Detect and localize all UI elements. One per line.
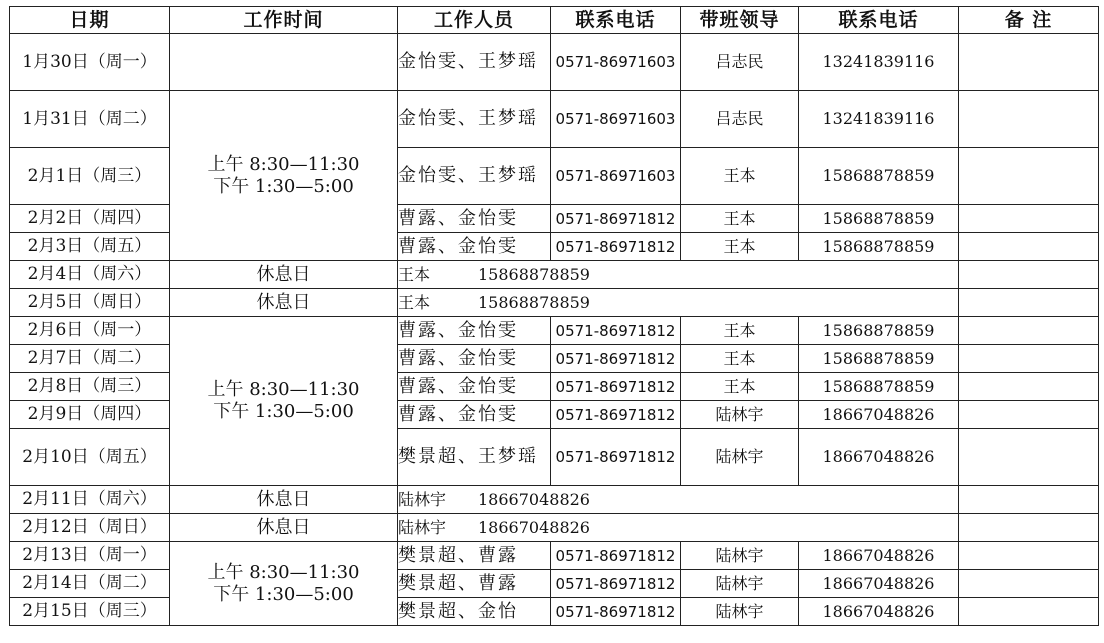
staff-cell: 曹露、金怡雯 xyxy=(398,317,551,345)
work-time-cell xyxy=(170,317,398,486)
work-time-am: 上午 8:30—11:30 xyxy=(207,153,360,175)
leader-phone-cell: 15868878859 xyxy=(799,205,959,233)
rest-day-label: 休息日 xyxy=(170,261,398,289)
remark-cell xyxy=(959,429,1099,486)
rest-day-label: 休息日 xyxy=(170,514,398,542)
rest-contact-name: 王本 xyxy=(398,264,431,284)
leader-phone-cell: 15868878859 xyxy=(799,233,959,261)
table-row xyxy=(10,261,1099,289)
staff-cell: 樊景超、王梦瑶 xyxy=(398,429,551,486)
leader-cell: 陆林宇 xyxy=(681,570,799,598)
rest-day-label: 休息日 xyxy=(170,289,398,317)
leader-cell: 陆林宇 xyxy=(681,598,799,626)
table-row xyxy=(10,289,1099,317)
remark-cell xyxy=(959,373,1099,401)
work-time-cell xyxy=(170,91,398,261)
remark-cell xyxy=(959,233,1099,261)
rest-contact-cell xyxy=(398,289,959,317)
work-time-am: 上午 8:30—11:30 xyxy=(207,561,360,583)
work-time-cell xyxy=(170,542,398,626)
leader-phone-cell: 18667048826 xyxy=(799,401,959,429)
table-row xyxy=(10,486,1099,514)
leader-cell: 王本 xyxy=(681,205,799,233)
remark-cell xyxy=(959,34,1099,91)
leader-phone-cell: 15868878859 xyxy=(799,373,959,401)
leader-cell: 陆林宇 xyxy=(681,401,799,429)
date-cell: 2月3日（周五） xyxy=(10,233,170,261)
staff-cell: 曹露、金怡雯 xyxy=(398,401,551,429)
rest-day-label: 休息日 xyxy=(170,486,398,514)
rest-contact-phone: 15868878859 xyxy=(478,264,590,284)
phone-cell: 0571-86971812 xyxy=(551,542,681,570)
work-time-am: 上午 8:30—11:30 xyxy=(207,379,360,401)
date-cell: 2月10日（周五） xyxy=(10,429,170,486)
date-cell: 2月5日（周日） xyxy=(10,289,170,317)
date-cell: 2月15日（周三） xyxy=(10,598,170,626)
phone-cell: 0571-86971812 xyxy=(551,373,681,401)
header-remark: 备 注 xyxy=(959,7,1099,34)
staff-cell: 曹露、金怡雯 xyxy=(398,205,551,233)
leader-phone-cell: 13241839116 xyxy=(799,91,959,148)
header-staff: 工作人员 xyxy=(398,7,551,34)
leader-phone-cell: 18667048826 xyxy=(799,598,959,626)
date-cell: 2月14日（周二） xyxy=(10,570,170,598)
remark-cell xyxy=(959,570,1099,598)
leader-cell: 王本 xyxy=(681,317,799,345)
phone-cell: 0571-86971812 xyxy=(551,317,681,345)
header-row xyxy=(10,7,1099,34)
date-cell: 2月6日（周一） xyxy=(10,317,170,345)
remark-cell xyxy=(959,91,1099,148)
phone-cell: 0571-86971812 xyxy=(551,345,681,373)
rest-contact-cell xyxy=(398,261,959,289)
leader-phone-cell: 15868878859 xyxy=(799,345,959,373)
leader-cell: 王本 xyxy=(681,345,799,373)
remark-cell xyxy=(959,261,1099,289)
leader-cell: 陆林宇 xyxy=(681,542,799,570)
date-cell: 1月31日（周二） xyxy=(10,91,170,148)
remark-cell xyxy=(959,345,1099,373)
header-work-time: 工作时间 xyxy=(170,7,398,34)
leader-phone-cell: 15868878859 xyxy=(799,317,959,345)
remark-cell xyxy=(959,514,1099,542)
staff-cell: 樊景超、金怡 xyxy=(398,598,551,626)
date-cell: 2月7日（周二） xyxy=(10,345,170,373)
rest-contact-cell xyxy=(398,486,959,514)
staff-cell: 曹露、金怡雯 xyxy=(398,345,551,373)
staff-cell: 金怡雯、王梦瑶 xyxy=(398,148,551,205)
leader-cell: 王本 xyxy=(681,373,799,401)
staff-cell: 樊景超、曹露 xyxy=(398,542,551,570)
table-row xyxy=(10,34,1099,91)
phone-cell: 0571-86971812 xyxy=(551,233,681,261)
remark-cell xyxy=(959,317,1099,345)
work-time-cell xyxy=(170,34,398,91)
staff-cell: 曹露、金怡雯 xyxy=(398,233,551,261)
date-cell: 2月13日（周一） xyxy=(10,542,170,570)
remark-cell xyxy=(959,205,1099,233)
staff-cell: 樊景超、曹露 xyxy=(398,570,551,598)
phone-cell: 0571-86971812 xyxy=(551,429,681,486)
rest-contact-name: 陆林宇 xyxy=(398,489,447,509)
table-row xyxy=(10,317,1099,345)
leader-phone-cell: 18667048826 xyxy=(799,542,959,570)
remark-cell xyxy=(959,289,1099,317)
date-cell: 2月12日（周日） xyxy=(10,514,170,542)
phone-cell: 0571-86971603 xyxy=(551,148,681,205)
date-cell: 2月11日（周六） xyxy=(10,486,170,514)
staff-cell: 金怡雯、王梦瑶 xyxy=(398,34,551,91)
rest-contact-cell xyxy=(398,514,959,542)
table-row xyxy=(10,514,1099,542)
date-cell: 1月30日（周一） xyxy=(10,34,170,91)
phone-cell: 0571-86971812 xyxy=(551,205,681,233)
remark-cell xyxy=(959,598,1099,626)
phone-cell: 0571-86971812 xyxy=(551,570,681,598)
leader-phone-cell: 15868878859 xyxy=(799,148,959,205)
date-cell: 2月1日（周三） xyxy=(10,148,170,205)
leader-cell: 吕志民 xyxy=(681,91,799,148)
phone-cell: 0571-86971603 xyxy=(551,34,681,91)
remark-cell xyxy=(959,148,1099,205)
header-date: 日期 xyxy=(10,7,170,34)
date-cell: 2月9日（周四） xyxy=(10,401,170,429)
leader-phone-cell: 13241839116 xyxy=(799,34,959,91)
header-phone: 联系电话 xyxy=(551,7,681,34)
date-cell: 2月8日（周三） xyxy=(10,373,170,401)
table-row xyxy=(10,91,1099,148)
remark-cell xyxy=(959,401,1099,429)
header-leader-phone: 联系电话 xyxy=(799,7,959,34)
date-cell: 2月4日（周六） xyxy=(10,261,170,289)
phone-cell: 0571-86971603 xyxy=(551,91,681,148)
duty-schedule-table xyxy=(9,6,1099,626)
remark-cell xyxy=(959,542,1099,570)
leader-phone-cell: 18667048826 xyxy=(799,570,959,598)
phone-cell: 0571-86971812 xyxy=(551,401,681,429)
rest-contact-phone: 18667048826 xyxy=(478,489,590,509)
rest-contact-phone: 18667048826 xyxy=(478,517,590,537)
rest-contact-phone: 15868878859 xyxy=(478,292,590,312)
leader-cell: 王本 xyxy=(681,148,799,205)
leader-cell: 陆林宇 xyxy=(681,429,799,486)
work-time-pm: 下午 1:30—5:00 xyxy=(213,401,354,422)
rest-contact-name: 王本 xyxy=(398,292,431,312)
leader-cell: 吕志民 xyxy=(681,34,799,91)
table-row xyxy=(10,542,1099,570)
work-time-pm: 下午 1:30—5:00 xyxy=(213,175,354,197)
leader-phone-cell: 18667048826 xyxy=(799,429,959,486)
phone-cell: 0571-86971812 xyxy=(551,598,681,626)
staff-cell: 金怡雯、王梦瑶 xyxy=(398,91,551,148)
rest-contact-name: 陆林宇 xyxy=(398,517,447,537)
work-time-pm: 下午 1:30—5:00 xyxy=(213,583,354,605)
leader-cell: 王本 xyxy=(681,233,799,261)
remark-cell xyxy=(959,486,1099,514)
staff-cell: 曹露、金怡雯 xyxy=(398,373,551,401)
date-cell: 2月2日（周四） xyxy=(10,205,170,233)
header-leader: 带班领导 xyxy=(681,7,799,34)
